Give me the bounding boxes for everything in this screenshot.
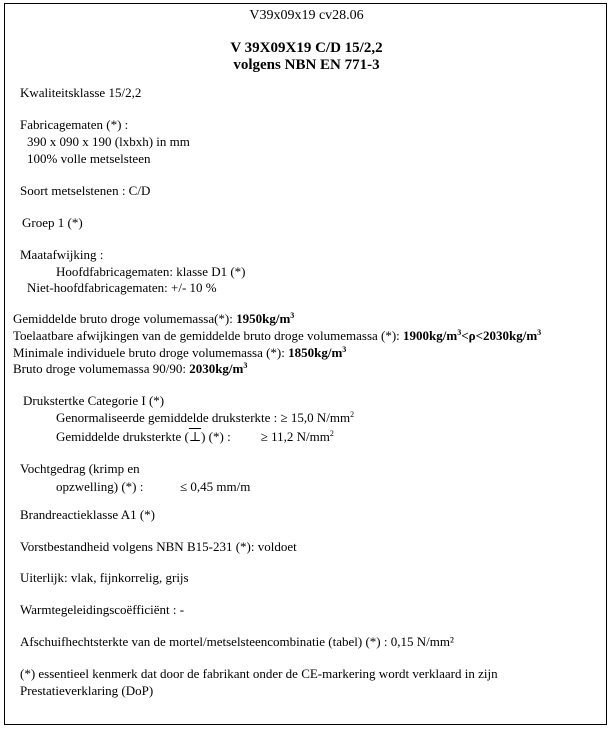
dimensions-label: Fabricagematen (*) : (20, 117, 129, 132)
quality-class: Kwaliteitsklasse 15/2,2 (20, 85, 142, 100)
density-tolerance: Toelaatbare afwijkingen van de gemiddelde bruto droge volumemassa (*): $1900kg/m^3<\rho<2030kg/m^3$ (13, 328, 542, 343)
footnote-line-2: Prestatieverklaring (DoP) (20, 683, 154, 698)
density-90-90-label: Bruto droge volumemassa 90/90: (13, 361, 190, 376)
brick-type: Soort metselstenen : C/D (20, 183, 151, 198)
normalized-compressive-strength: Genormaliseerde gemiddelde druksterkte : ≥ 15,0 $N/mm^2$ (56, 410, 355, 425)
moisture-label: Vochtgedrag (krimp en (20, 461, 140, 476)
product-standard: volgens NBN EN 771-3 (233, 57, 380, 73)
shear-strength: Afschuifhechtsterkte van de mortel/metselsteencombinatie (tabel) (*) : 0,15 N/mm² (20, 634, 454, 649)
density-tolerance-label: Toelaatbare afwijkingen van de gemiddelde bruto droge volumemassa (*): (13, 328, 404, 343)
frost-resistance: Vorstbestandheid volgens NBN B15-231 (*): voldoet (20, 539, 297, 554)
product-title: V 39X09X19 C/D 15/2,2 (230, 40, 383, 56)
main-dimensions-tolerance: Hoofdfabricagematen: klasse D1 (*) (56, 264, 246, 279)
moisture-label-cont: opzwelling) (*) : (56, 479, 144, 494)
mean-compressive-value: ≥ 11,2 N/mm (260, 429, 330, 444)
other-dimensions-tolerance: Niet-hoofdfabricagematen: +/- 10 % (27, 280, 217, 295)
document-code: V39x09x19 cv28.06 (249, 8, 364, 23)
mean-compressive-strength: Gemiddelde druksterkte (⊥) (*) : ≥ 11,2 $N/mm^2$ (56, 429, 334, 444)
moisture-value: ≤ 0,45 mm/m (180, 479, 251, 494)
thermal-conductivity: Warmtegeleidingscoëfficiënt : - (20, 602, 185, 617)
appearance: Uiterlijk: vlak, fijnkorrelig, grijs (20, 570, 189, 585)
footnote-line-1: (*) essentieel kenmerk dat door de fabrikant onder de CE-markering wordt verklaard in zijn (20, 666, 498, 681)
dimensions-type: 100% volle metselsteen (27, 151, 151, 166)
group: Groep 1 (*) (22, 215, 83, 230)
document-frame (4, 3, 607, 725)
tolerance-label: Maatafwijking : (20, 247, 104, 262)
dimensions-value: 390 x 090 x 190 (lxbxh) in mm (27, 134, 190, 149)
compressive-category: Drukstertke Categorie I (*) (23, 393, 165, 408)
fire-class: Brandreactieklasse A1 (*) (20, 507, 156, 522)
density-minimum-label: Minimale individuele bruto droge volumemassa (*): (13, 345, 289, 360)
density-mean: Gemiddelde bruto droge volumemassa(*): $1950kg/m^3$ (13, 311, 295, 326)
perpendicular-icon: ⊥ (188, 429, 202, 444)
density-90-90-value: 2030kg/m (189, 361, 244, 376)
density-90-90: Bruto droge volumemassa 90/90: $2030kg/m^3$ (13, 361, 248, 376)
density-minimum-value: 1850kg/m (288, 345, 343, 360)
density-mean-label: Gemiddelde bruto droge volumemassa(*): (13, 311, 237, 326)
density-minimum: Minimale individuele bruto droge volumemassa (*): $1850kg/m^3$ (13, 345, 347, 360)
density-mean-value: 1950kg/m (236, 311, 291, 326)
